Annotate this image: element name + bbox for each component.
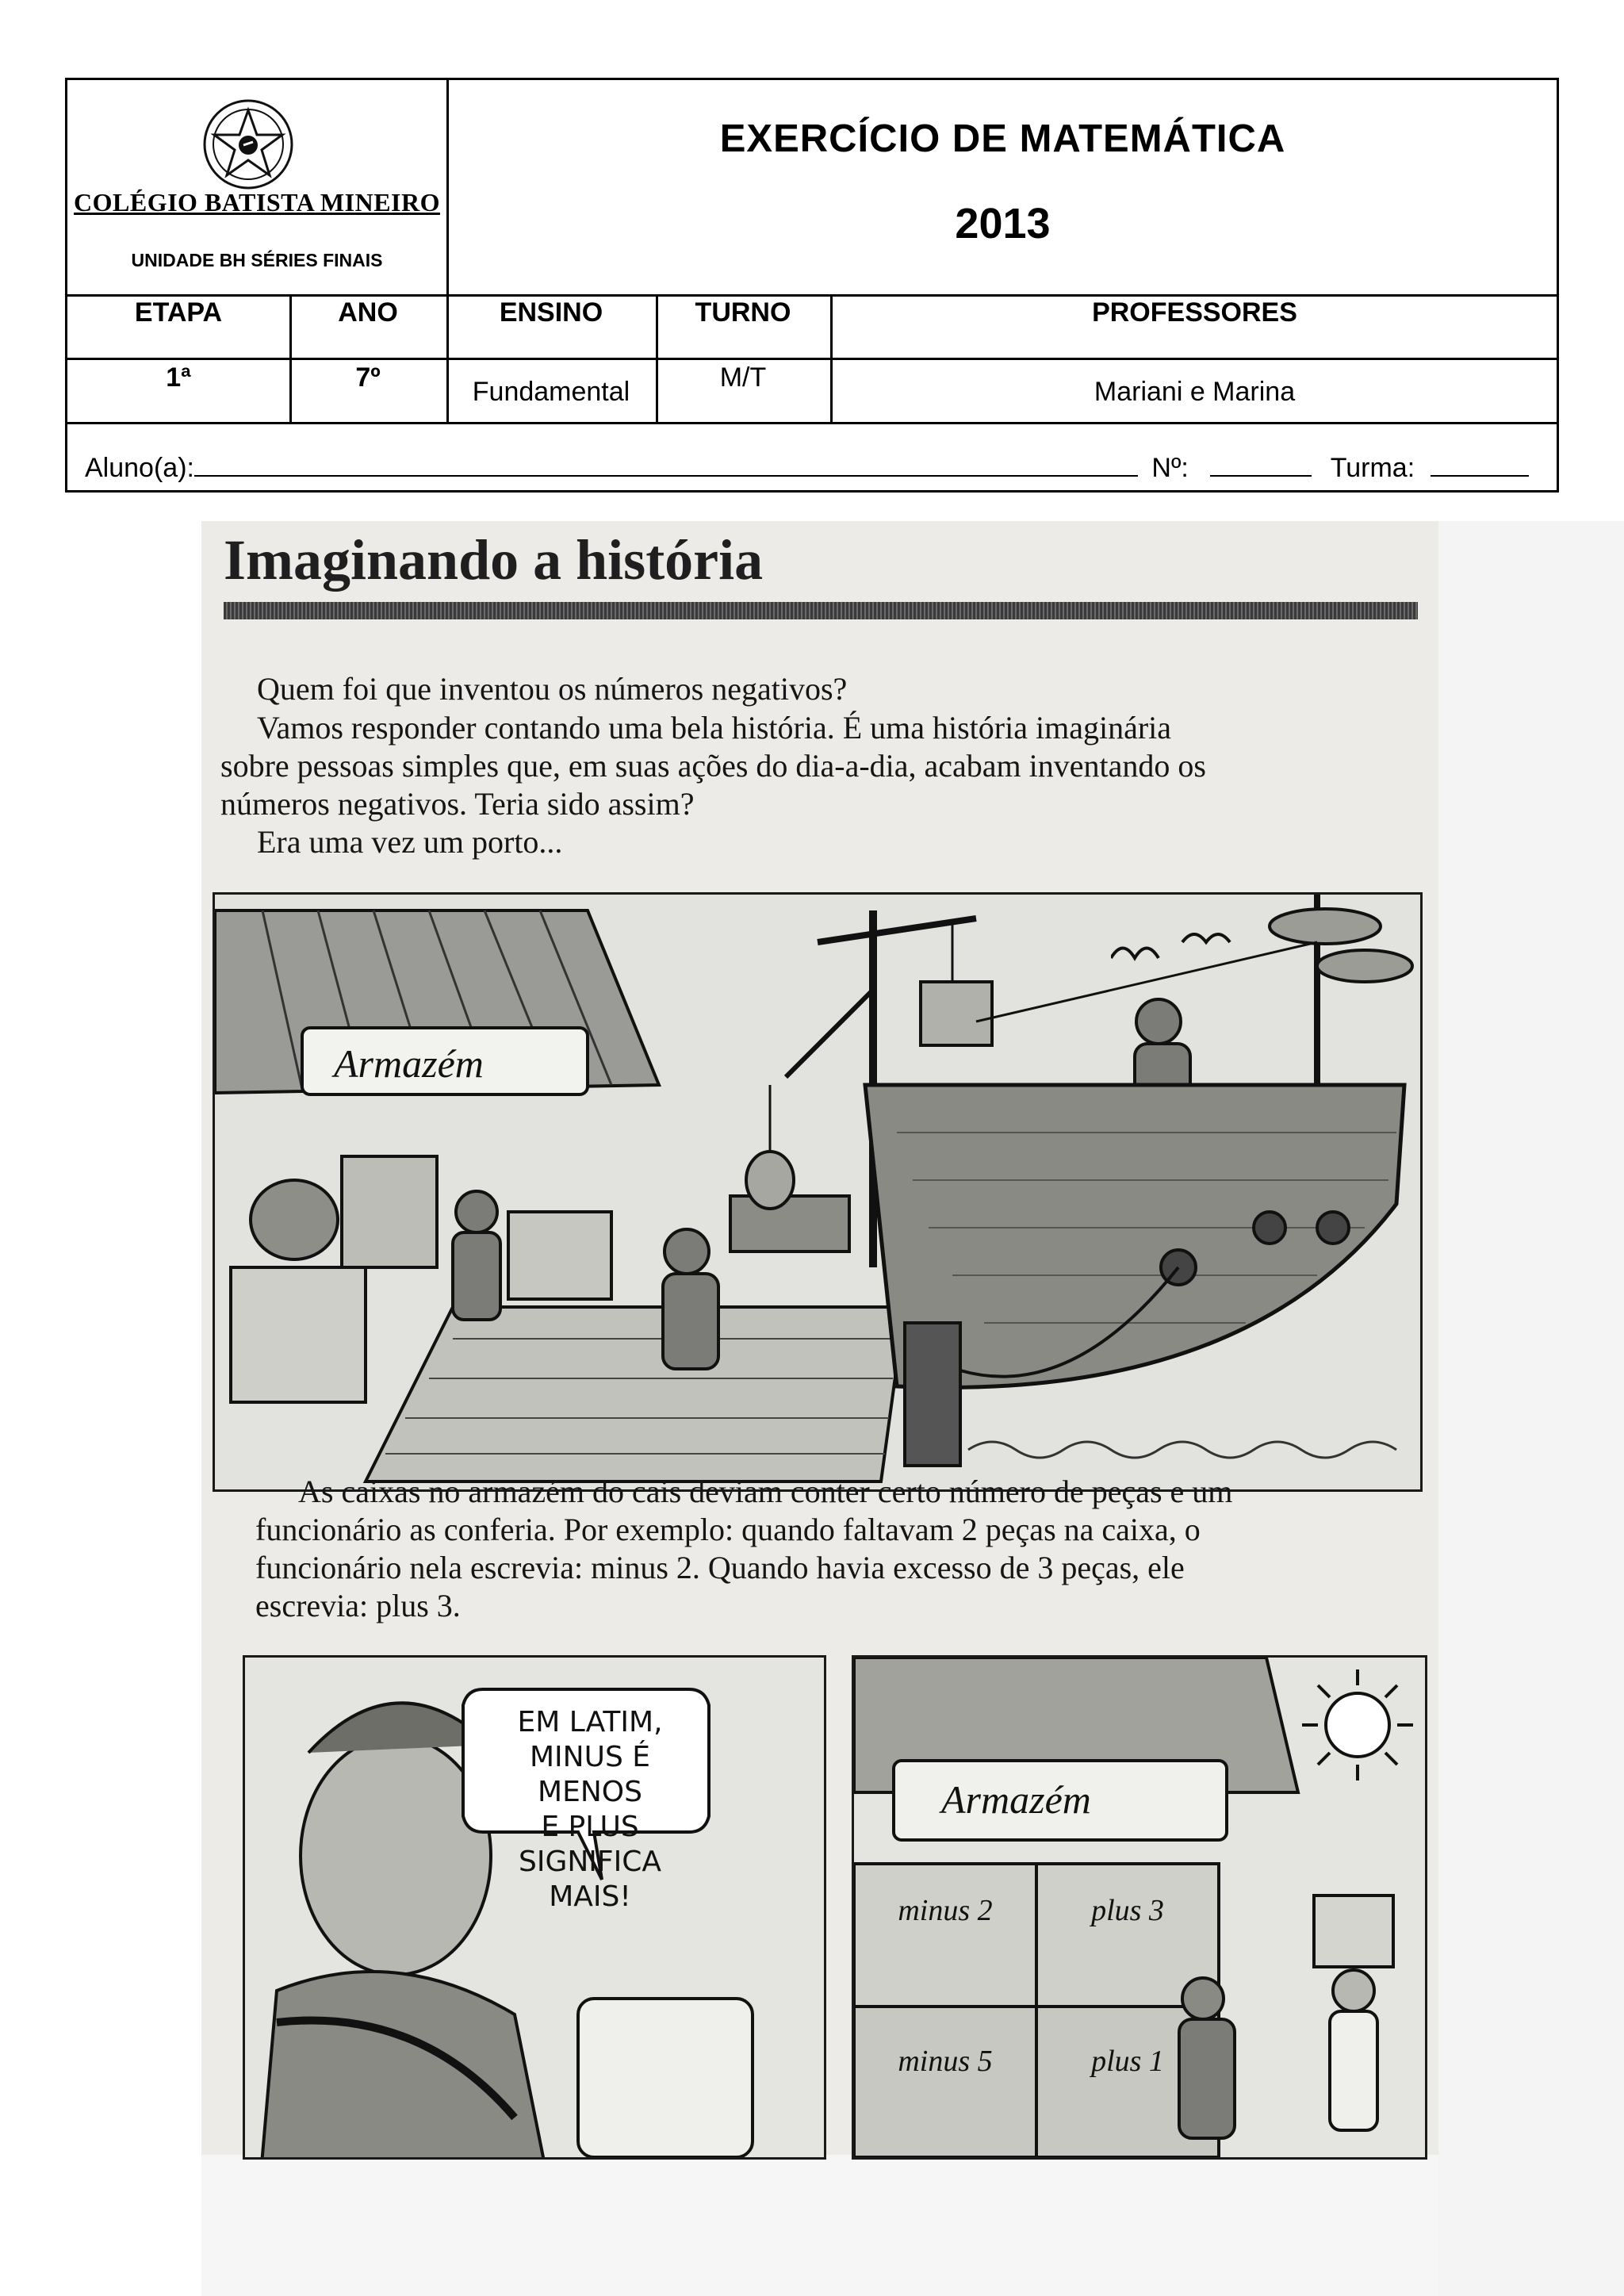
ano-header: ANO bbox=[338, 297, 398, 328]
body-line: escrevia: plus 3. bbox=[255, 1588, 461, 1623]
harbour-illustration bbox=[213, 892, 1423, 1492]
aluno-field[interactable] bbox=[194, 451, 1138, 477]
body-line: As caixas no armazém do cais deviam conter certo número de peças e um bbox=[298, 1474, 1233, 1509]
sun-icon bbox=[1298, 1665, 1417, 1784]
intro-line: sobre pessoas simples que, em suas ações do dia-a-dia, acabam inventando os bbox=[220, 748, 1206, 784]
intro-line: Era uma vez um porto... bbox=[257, 824, 563, 860]
seagull-icon bbox=[1111, 926, 1238, 974]
intro-line: Quem foi que inventou os números negativos? bbox=[257, 671, 848, 707]
divider bbox=[67, 422, 1557, 424]
box-label-plus-1: plus 1 bbox=[1091, 2045, 1164, 2078]
etapa-header: ETAPA bbox=[134, 297, 223, 328]
comic-panel-warehouse bbox=[852, 1655, 1427, 2160]
body-line: funcionário as conferia. Por exemplo: quando faltavam 2 peças na caixa, o bbox=[255, 1512, 1201, 1547]
scan-margin bbox=[201, 2155, 1438, 2296]
school-star-logo-icon bbox=[201, 98, 295, 191]
armazem-sign: Armazém bbox=[941, 1777, 1091, 1822]
student-info-row bbox=[85, 451, 1529, 484]
ano-value: 7º bbox=[355, 362, 381, 393]
box-label-minus-5: minus 5 bbox=[898, 2045, 993, 2078]
box-label-minus-2: minus 2 bbox=[898, 1894, 993, 1927]
speech-line: E PLUS SIGNIFICA bbox=[519, 1811, 661, 1878]
ensino-header: ENSINO bbox=[499, 297, 603, 328]
box-label-plus-3: plus 3 bbox=[1091, 1894, 1164, 1927]
worksheet-title: Imaginando a história bbox=[224, 528, 764, 592]
page-title: EXERCÍCIO DE MATEMÁTICA bbox=[719, 117, 1286, 160]
intro-line: números negativos. Teria sido assim? bbox=[220, 786, 695, 822]
speech-line: EM LATIM, bbox=[517, 1706, 663, 1738]
scan-margin bbox=[1438, 521, 1624, 2296]
numero-field[interactable] bbox=[1210, 451, 1312, 477]
ensino-value: Fundamental bbox=[472, 377, 630, 407]
school-unit: UNIDADE BH SÉRIES FINAIS bbox=[131, 250, 383, 270]
title-rule bbox=[224, 602, 1418, 619]
turma-label: Turma: bbox=[1330, 453, 1415, 483]
armazem-sign: Armazém bbox=[334, 1041, 484, 1086]
harbour-drawing bbox=[215, 895, 1420, 1489]
year: 2013 bbox=[955, 200, 1051, 247]
speech-line: MINUS É MENOS bbox=[530, 1741, 650, 1808]
professores-value: Mariani e Marina bbox=[1094, 377, 1296, 407]
school-name: COLÉGIO BATISTA MINEIRO bbox=[74, 188, 440, 217]
speech-line: MAIS! bbox=[549, 1880, 631, 1913]
comic-panel-scribe bbox=[243, 1655, 826, 2160]
divider bbox=[446, 80, 449, 294]
body-line: funcionário nela escrevia: minus 2. Quando havia excesso de 3 peças, ele bbox=[255, 1550, 1185, 1585]
professores-header: PROFESSORES bbox=[1092, 297, 1297, 328]
speech-bubble bbox=[483, 1705, 697, 1915]
numero-label: Nº: bbox=[1151, 453, 1189, 483]
aluno-label: Aluno(a): bbox=[85, 453, 194, 483]
turno-value: M/T bbox=[719, 362, 767, 393]
turno-header: TURNO bbox=[695, 297, 791, 328]
scanned-worksheet bbox=[201, 521, 1438, 2155]
intro-line: Vamos responder contando uma bela história. É uma história imaginária bbox=[257, 710, 1172, 746]
turma-field[interactable] bbox=[1431, 451, 1529, 477]
header-table bbox=[65, 78, 1559, 493]
etapa-value: 1ª bbox=[166, 362, 191, 393]
school-logo-block bbox=[67, 80, 446, 294]
